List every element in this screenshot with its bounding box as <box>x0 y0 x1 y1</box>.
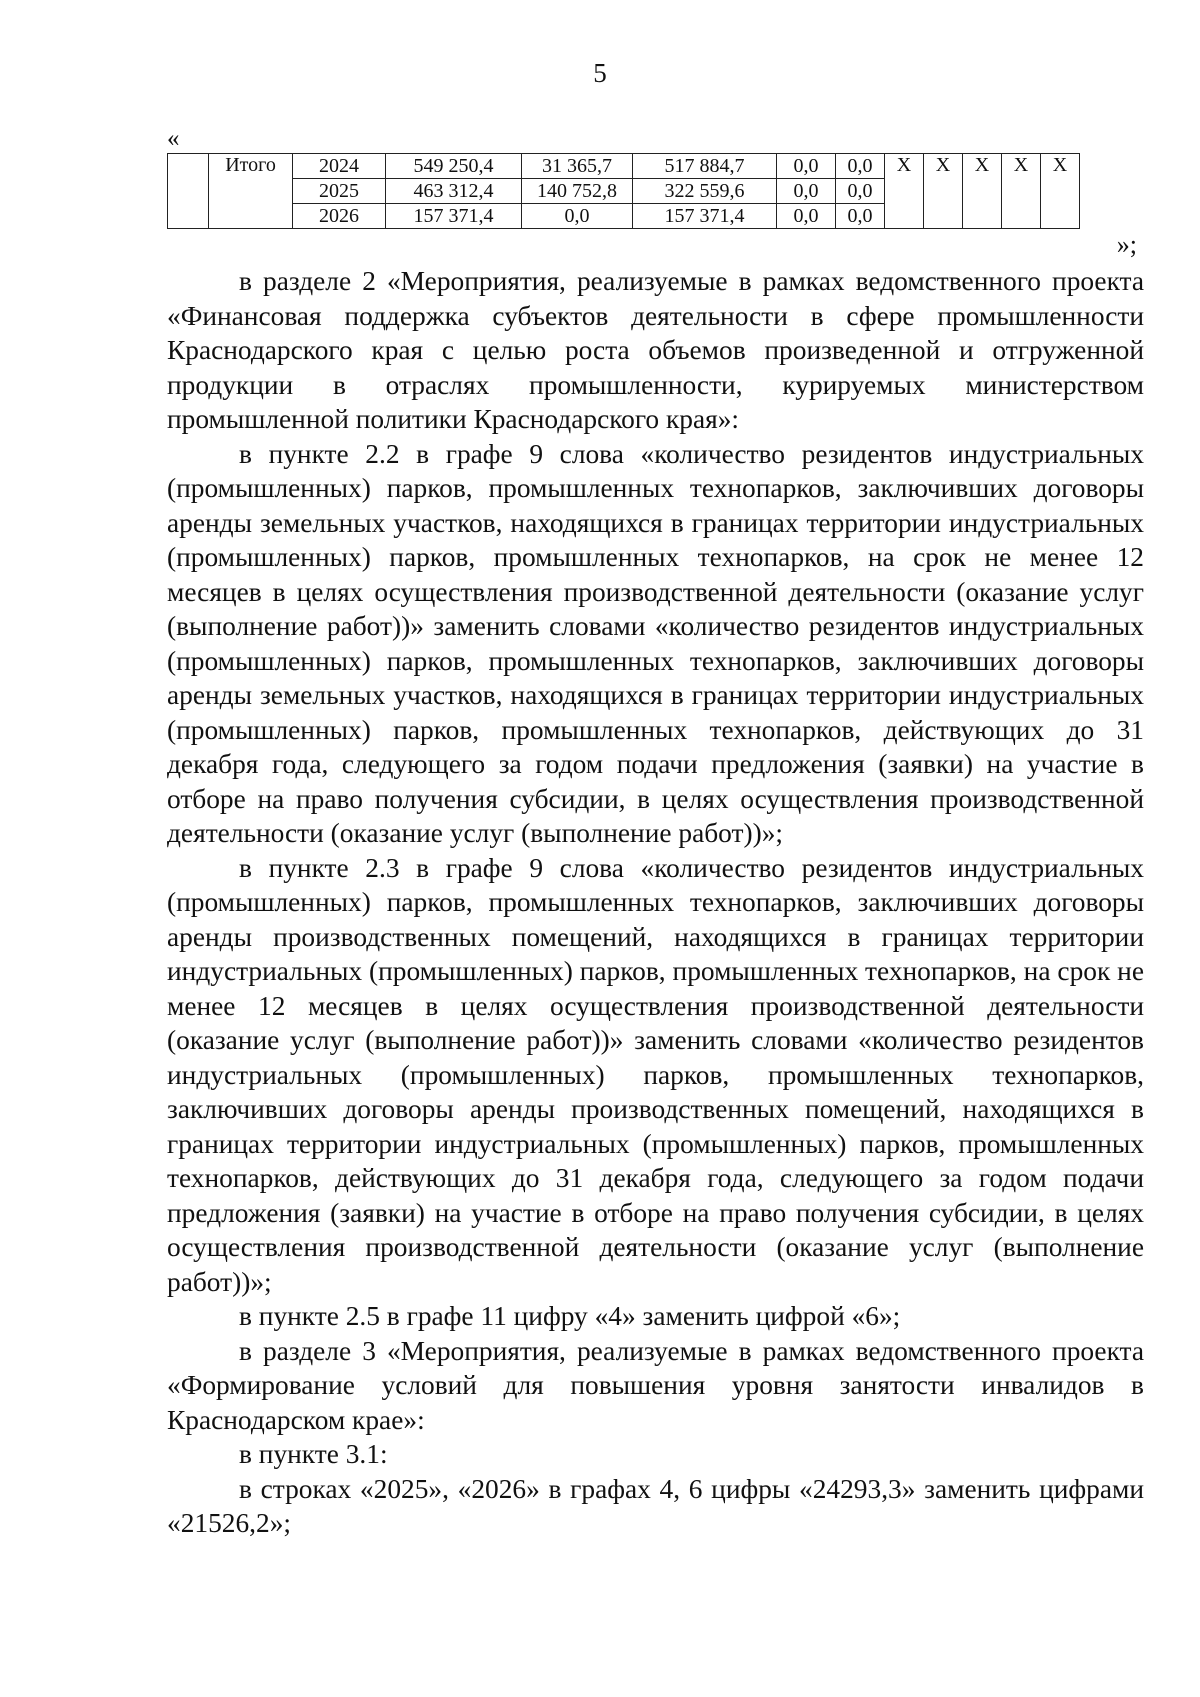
year-cell: 2025 <box>293 179 386 204</box>
totals-table <box>167 153 1080 229</box>
table-row <box>168 154 1080 179</box>
total-cell: 157 371,4 <box>386 204 522 229</box>
x-mark-cell: Х <box>1002 154 1041 229</box>
year-cell: 2026 <box>293 204 386 229</box>
total-cell: 463 312,4 <box>386 179 522 204</box>
paragraph: в пункте 2.5 в графе 11 цифру «4» заменить цифрой «6»; <box>239 1301 901 1331</box>
opening-quote-mark: « <box>167 125 180 152</box>
value-cell: 0,0 <box>777 204 836 229</box>
x-mark-cell: Х <box>963 154 1002 229</box>
paragraph: в пункте 3.1: <box>239 1439 388 1469</box>
paragraph: в пункте 2.2 в графе 9 слова «количество резидентов индустриальных (промышленных) парков, промышленных технопарков, заключивших договоры аренды земельных участков, находящихся в границах территории индустриальных (промышленных) парков, промышленных технопарков, на срок не менее 12 месяцев в целях осуществления производственной деятельности (оказание услуг (выполнение работ))» заменить словами «количество резидентов индустриальных (промышленных) парков, промышленных технопарков, заключивших договоры аренды земельных участков, находящихся в границах территории индустриальных (промышленных) парков, промышленных технопарков, действующих до 31 декабря года, следующего за годом подачи предложения (заявки) на участие в отборе на право получения субсидии, в целях осуществления производственной деятельности (оказание услуг (выполнение работ))»; <box>167 438 1144 848</box>
year-cell: 2024 <box>293 154 386 179</box>
paragraph: в пункте 2.3 в графе 9 слова «количество резидентов индустриальных (промышленных) парков, промышленных технопарков, заключивших договоры аренды производственных помещений, находящихся в границах территории индустриальных (промышленных) парков, промышленных технопарков, на срок не менее 12 месяцев в целях осуществления производственной деятельности (оказание услуг (выполнение работ))» заменить словами «количество резидентов индустриальных (промышленных) парков, промышленных технопарков, заключивших договоры аренды производственных помещений, находящихся в границах территории индустриальных (промышленных) парков, промышленных технопарков, действующих до 31 декабря года, следующего за годом подачи предложения (заявки) на участие в отборе на право получения субсидии, в целях осуществления производственной деятельности (оказание услуг (выполнение работ))»; <box>167 852 1144 1297</box>
total-label-cell: Итого <box>209 154 293 229</box>
page-number: 5 <box>593 58 607 88</box>
empty-cell <box>168 154 209 229</box>
value-cell: 322 559,6 <box>633 179 777 204</box>
value-cell: 0,0 <box>836 154 885 179</box>
paragraph: в разделе 2 «Мероприятия, реализуемые в рамках ведомственного проекта «Финансовая поддержка субъектов деятельности в сфере промышленности Краснодарского края с целью роста объемов произведенной и отгруженной продукции в отраслях промышленности, курируемых министерством промышленной политики Краснодарского края»: <box>167 266 1144 434</box>
value-cell: 517 884,7 <box>633 154 777 179</box>
value-cell: 140 752,8 <box>522 179 633 204</box>
value-cell: 157 371,4 <box>633 204 777 229</box>
closing-quote-mark: »; <box>1116 230 1137 259</box>
value-cell: 31 365,7 <box>522 154 633 179</box>
value-cell: 0,0 <box>777 154 836 179</box>
value-cell: 0,0 <box>836 204 885 229</box>
x-mark-cell: Х <box>1041 154 1080 229</box>
paragraph: в строках «2025», «2026» в графах 4, 6 цифры «24293,3» заменить цифрами «21526,2»; <box>167 1473 1144 1538</box>
x-mark-cell: Х <box>885 154 924 229</box>
x-mark-cell: Х <box>924 154 963 229</box>
document-body <box>167 264 1144 1541</box>
total-cell: 549 250,4 <box>386 154 522 179</box>
value-cell: 0,0 <box>777 179 836 204</box>
value-cell: 0,0 <box>836 179 885 204</box>
paragraph: в разделе 3 «Мероприятия, реализуемые в рамках ведомственного проекта «Формирование условий для повышения уровня занятости инвалидов в Краснодарском крае»: <box>167 1335 1144 1435</box>
value-cell: 0,0 <box>522 204 633 229</box>
